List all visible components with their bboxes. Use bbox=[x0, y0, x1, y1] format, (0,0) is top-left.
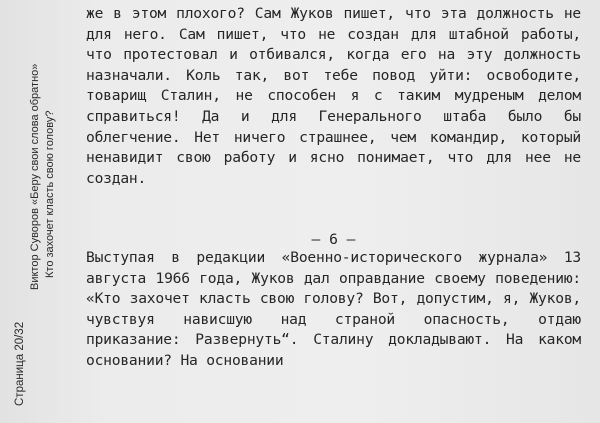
body-paragraph: же в этом плохого? Сам Жуков пишет, что эта должность не для него. Сам пишет, что не создан для штабной работы, что протестовал и отбивался, когда его на эту должность назначали. Коль так, вот тебе повод уйти: освободите, товарищ Сталин, не способен я с таким мудреным делом справиться! Да и для Генерального штаба было бы облегчение. Нет ничего страшнее, чем командир, который ненавидит свою работу и ясно понимает, что для нее не создан. bbox=[86, 5, 581, 187]
page-sidebar bbox=[0, 0, 66, 423]
body-paragraph: Выступая в редакции «Военно-исторического журнала» 13 августа 1966 года, Жуков дал оправдание своему поведению: «Кто захочет класть свою голову? Вот, допустим, я, Жуков, чувствуя нависшую над страной опасность, отдаю приказание: Развернуть“. Сталину докладывают. На каком основании? На основании bbox=[86, 249, 581, 369]
page-counter: Страница 20/32 bbox=[14, 321, 26, 406]
body-paragraph-1-block bbox=[86, 4, 581, 189]
body-paragraph-2-block bbox=[86, 248, 581, 372]
book-title: Виктор Суворов «Беру свои слова обратно» bbox=[29, 63, 41, 290]
chapter-title: Кто захочет класть свою голову? bbox=[44, 110, 56, 278]
section-number: – 6 – bbox=[311, 231, 356, 248]
